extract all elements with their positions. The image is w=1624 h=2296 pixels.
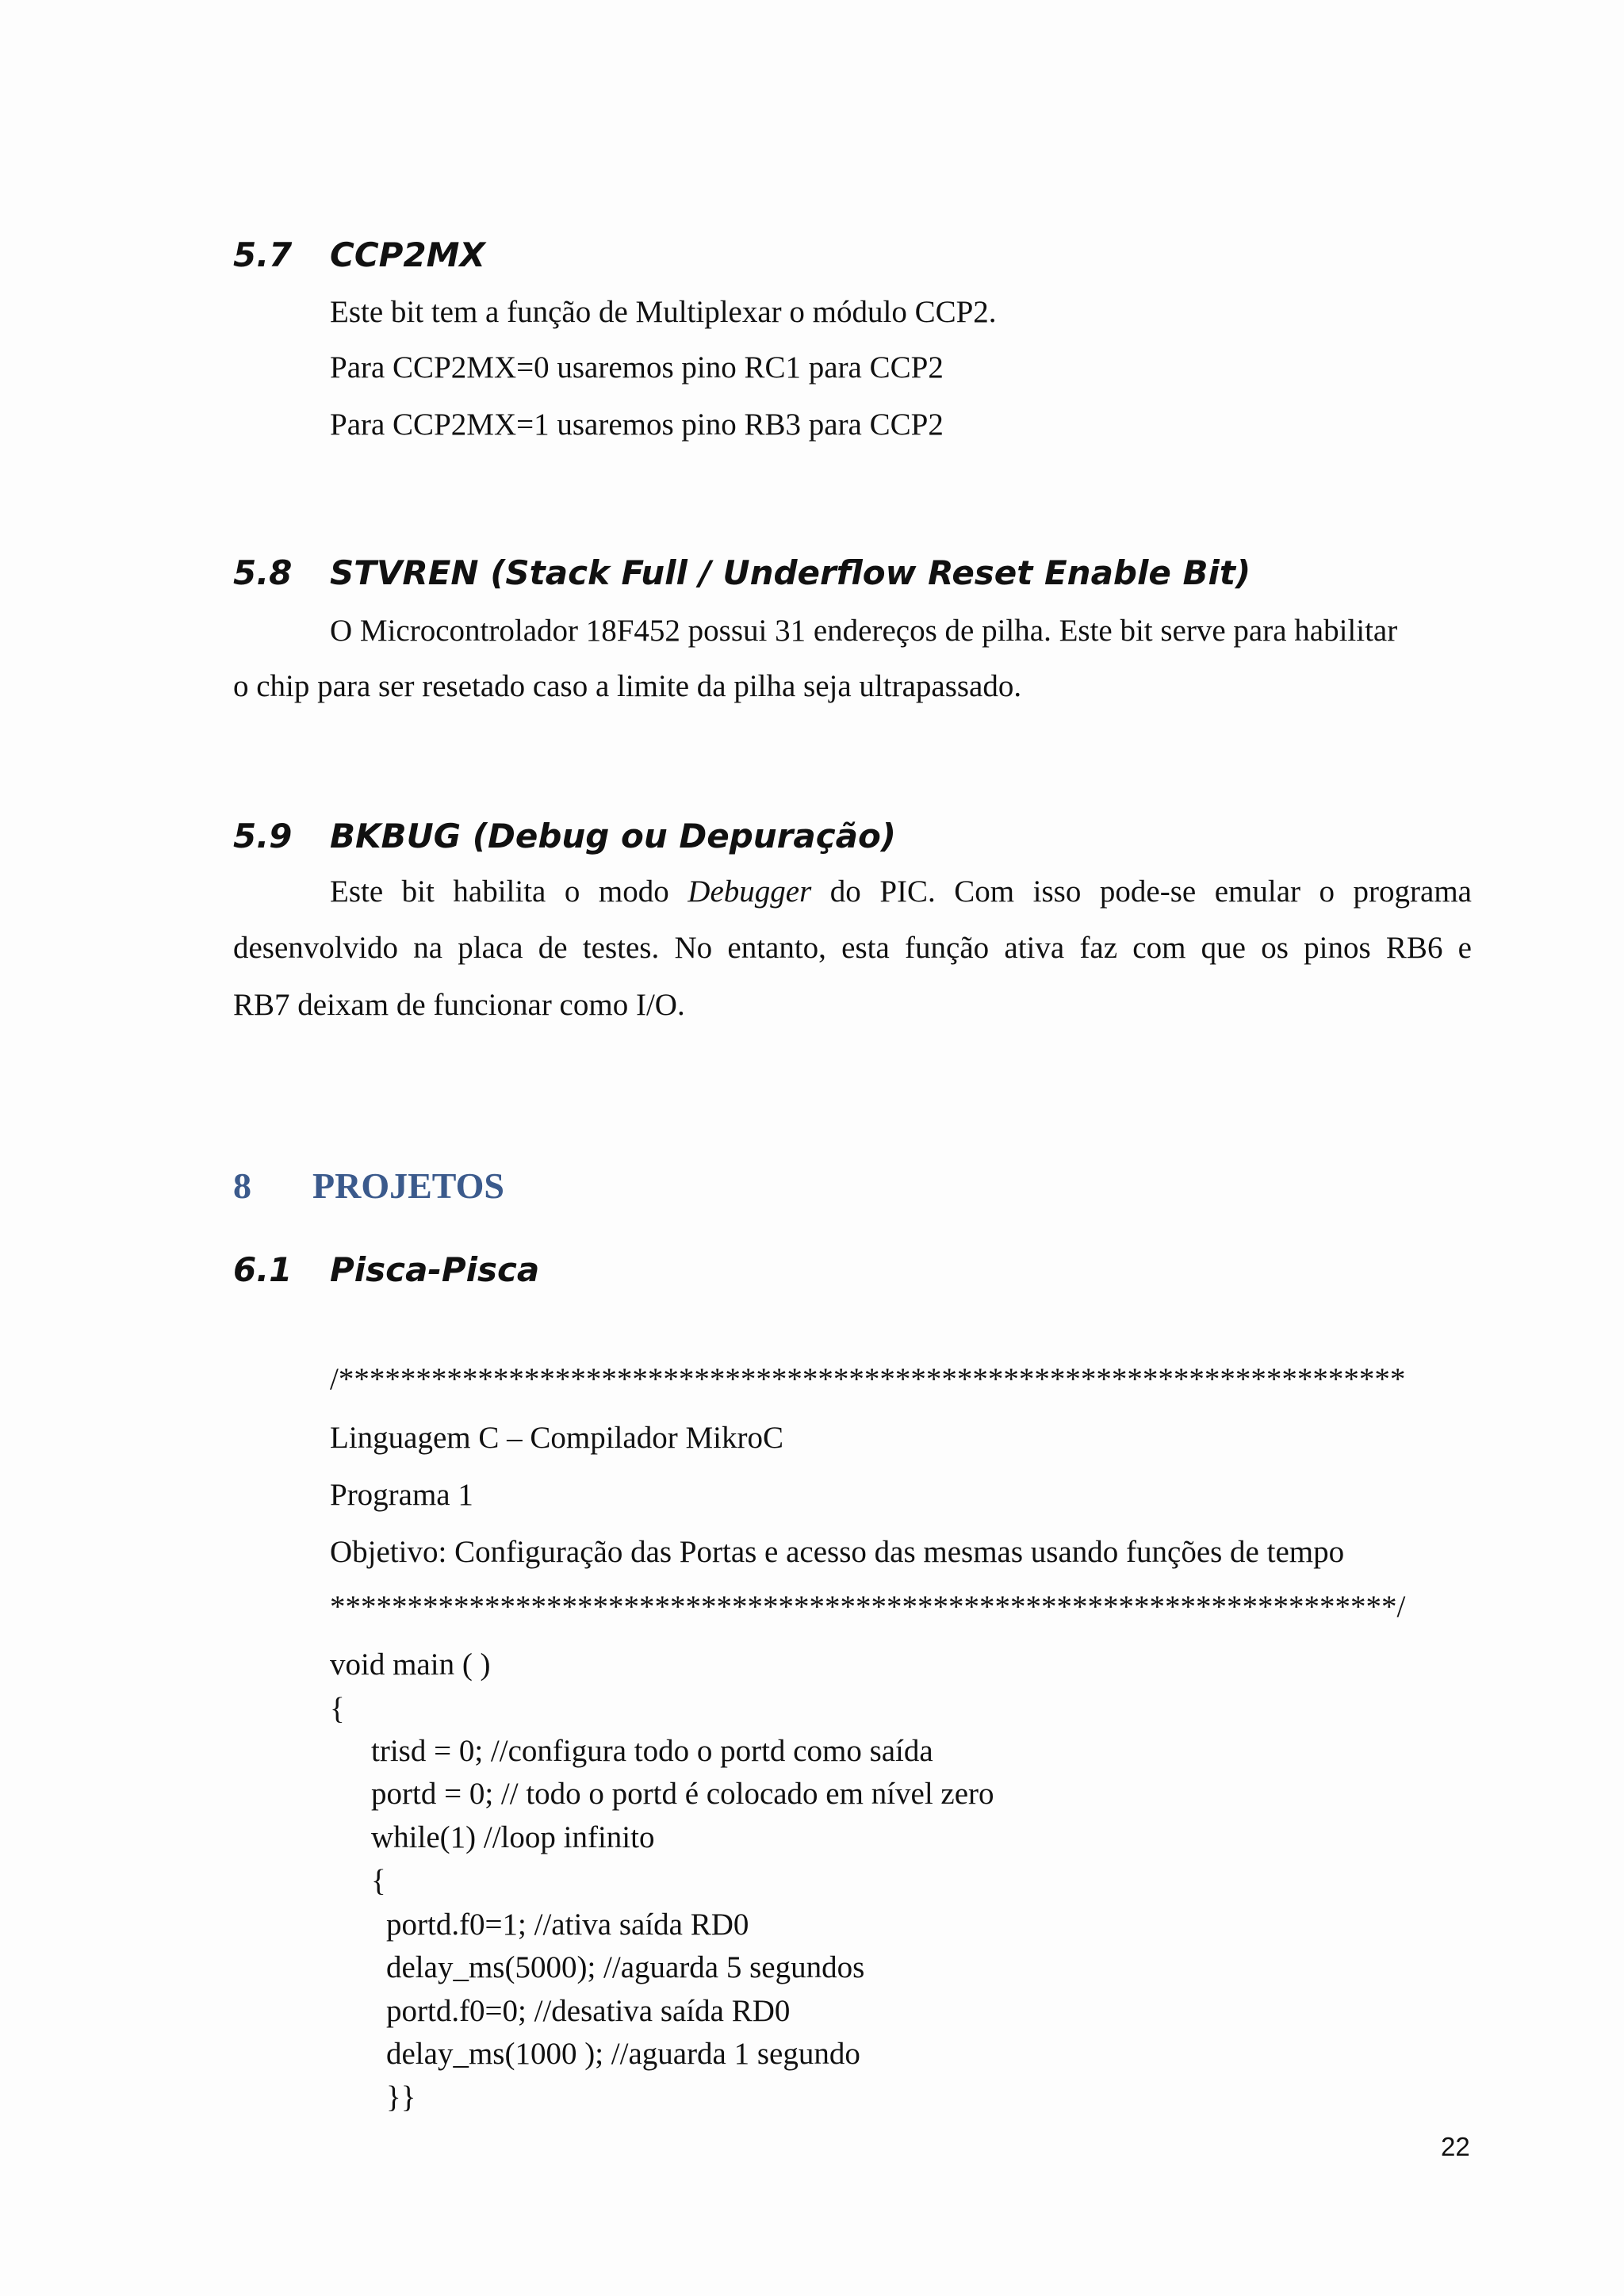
code-line: trisd = 0; //configura todo o portd como saída: [371, 1734, 933, 1768]
paragraph-line: Este bit tem a função de Multiplexar o módulo CCP2.: [330, 295, 997, 329]
section-number: 5.9: [233, 817, 293, 855]
section-title: Pisca-Pisca: [330, 1250, 540, 1289]
code-line: {: [371, 1864, 386, 1898]
page-number: 22: [1441, 2132, 1470, 2161]
paragraph-line: Para CCP2MX=0 usaremos pino RC1 para CCP2: [330, 350, 944, 385]
section-number: 6.1: [233, 1250, 293, 1289]
paragraph-line: desenvolvido na placa de testes. No entanto, esta função ativa faz com que os pinos RB6 e: [233, 931, 1472, 965]
paragraph-line: o chip para ser resetado caso a limite da pilha seja ultrapassado.: [233, 669, 1022, 703]
paragraph-line: RB7 deixam de funcionar como I/O.: [233, 988, 685, 1022]
code-line: void main ( ): [330, 1647, 491, 1682]
code-line: delay_ms(5000); //aguarda 5 segundos: [386, 1950, 865, 1984]
code-header-line: Linguagem C – Compilador MikroC: [330, 1421, 783, 1455]
section-title: CCP2MX: [330, 235, 485, 274]
chapter-number: 8: [233, 1165, 251, 1206]
code-line: while(1) //loop infinito: [371, 1820, 655, 1854]
section-title: STVREN (Stack Full / Underflow Reset Enable Bit): [330, 553, 1251, 592]
chapter-title: PROJETOS: [312, 1165, 504, 1206]
code-line: {: [330, 1692, 345, 1726]
paragraph-line: Este bit habilita o modo Debugger do PIC. Com isso pode-se emular o programa: [330, 874, 1472, 909]
paragraph-line: O Microcontrolador 18F452 possui 31 endereços de pilha. Este bit serve para habilitar: [330, 614, 1398, 648]
code-comment-close: *********************************************************************/: [330, 1590, 1406, 1624]
code-line: delay_ms(1000 ); //aguarda 1 segundo: [386, 2037, 860, 2071]
italic-term: Debugger: [688, 874, 812, 909]
section-number: 5.8: [233, 553, 293, 592]
code-line: portd.f0=1; //ativa saída RD0: [386, 1908, 749, 1942]
section-number: 5.7: [233, 235, 293, 274]
section-title: BKBUG (Debug ou Depuração): [330, 817, 896, 855]
code-header-line: Programa 1: [330, 1478, 473, 1512]
code-line: portd.f0=0; //desativa saída RD0: [386, 1994, 791, 2028]
code-header-line: Objetivo: Configuração das Portas e acesso das mesmas usando funções de tempo: [330, 1535, 1345, 1569]
code-comment-open: /*********************************************************************: [330, 1362, 1406, 1396]
paragraph-line: Para CCP2MX=1 usaremos pino RB3 para CCP2: [330, 408, 944, 442]
code-line: portd = 0; // todo o portd é colocado em nível zero: [371, 1777, 994, 1811]
code-line: }}: [386, 2080, 416, 2114]
